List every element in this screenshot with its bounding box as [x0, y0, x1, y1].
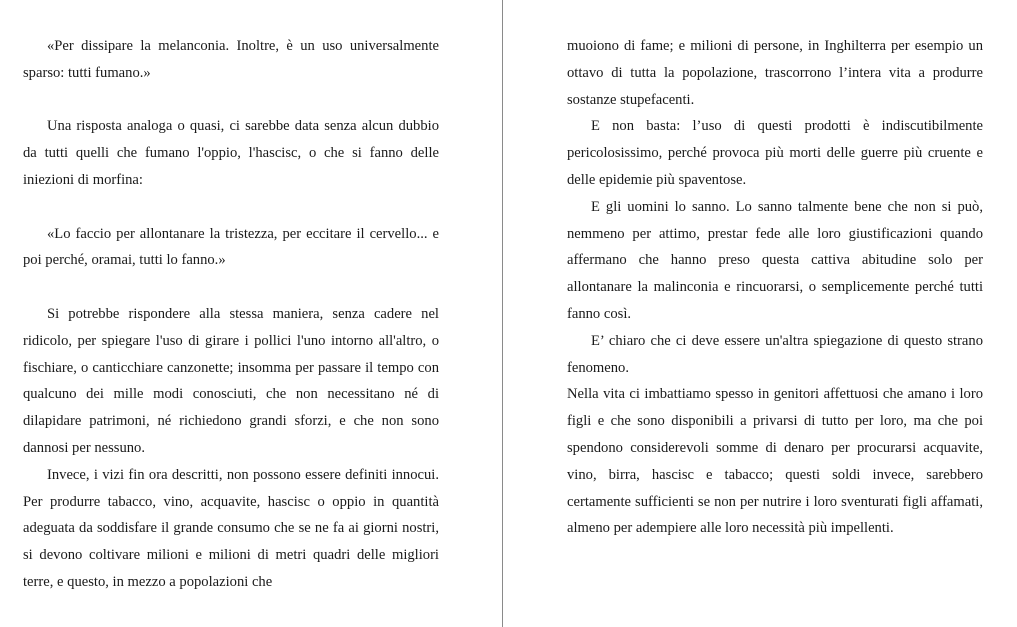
paragraph-similar-answer: Una risposta analoga o quasi, ci sarebbe data senza alcun dubbio da tutti quelli che fumano l'oppio, l'hascisc, o che si fanno delle iniezioni di morfina: — [23, 118, 439, 188]
left-page — [0, 0, 502, 627]
paragraph-vices-not-innocuous: Invece, i vizi fin ora descritti, non possono essere definiti innocui. Per produrre tabacco, vino, acquavite, hascisc o oppio in quantità adeguata da soddisfare il grande consumo che se ne fa ai giorni nostri, si devono coltivare milioni e milioni di metri quadri delle migliori terre, e questo, in mezzo a popolazioni che — [23, 466, 439, 590]
paragraph-other-explanation: E’ chiaro che ci deve essere un'altra spiegazione di questo strano fenomeno. — [567, 332, 983, 376]
left-text-column — [23, 33, 439, 596]
paragraph-spacer — [23, 274, 439, 301]
paragraph-not-enough: E non basta: l’uso di questi prodotti è indiscutibilmente pericolosissimo, perché provoca più morti delle guerre più cruente e delle epidemie più spaventose. — [567, 118, 983, 188]
right-page — [503, 0, 1017, 627]
paragraph-quote-sadness: «Lo faccio per allontanare la tristezza, per eccitare il cervello... e poi perché, oramai, tutti lo fanno.» — [23, 225, 439, 269]
paragraph-spacer — [23, 87, 439, 114]
paragraph-men-know: E gli uomini lo sanno. Lo sanno talmente bene che non si può, nemmeno per attimo, prestar fede alle loro giustificazioni quando affermano che hanno preso questa cattiva abitudine solo per allontanare la malinconia e rincuorarsi, o semplicemente perché tutti fanno così. — [567, 198, 983, 322]
paragraph-quote-melancholy: «Per dissipare la melanconia. Inoltre, è un uso universalmente sparso: tutti fumano.» — [23, 38, 439, 81]
paragraph-affectionate-parents: Nella vita ci imbattiamo spesso in genitori affettuosi che amano i loro figli e che sono disponibili a privarsi di tutto per loro, ma che poi spendono considerevoli somme di denaro per procurarsi acquavite, vino, birra, hascisc e tabacco; questi soldi invece, sarebbero certamente sufficienti se non per nutrire i loro sventurati figli affamati, almeno per adempiere alle loro necessità più impellenti. — [567, 386, 983, 537]
right-text-column — [567, 33, 983, 542]
paragraph-answer-same-way: Si potrebbe rispondere alla stessa maniera, senza cadere nel ridicolo, per spiegare l'uso di girare i pollici l'uno intorno all'altro, o fischiare, o canticchiare canzonette; insomma per passare il tempo con qualcuno dei mille modi conosciuti, che non necessitano né di dilapidare patrimoni, né richiedono grandi sforzi, e che non sono dannosi per nessuno. — [23, 305, 439, 456]
paragraph-spacer — [23, 194, 439, 221]
paragraph-continued-starving: muoiono di fame; e milioni di persone, in Inghilterra per esempio un ottavo di tutta la popolazione, trascorrono l’intera vita a produrre sostanze stupefacenti. — [567, 38, 983, 108]
